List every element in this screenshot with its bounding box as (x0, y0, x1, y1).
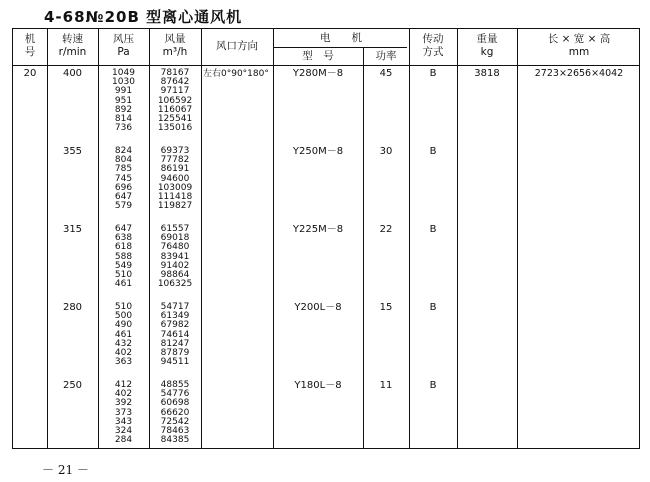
dimensions-cell: 2723×2656×4042 (534, 68, 624, 79)
pressure-value: 991 (114, 86, 133, 97)
pressure-value: 432 (114, 338, 133, 349)
pressure-list (98, 381, 149, 445)
flow-list (149, 225, 201, 289)
flow-value: 61557 (160, 224, 190, 234)
pressure-value: 412 (114, 380, 133, 390)
pressure-list (98, 225, 149, 289)
header-drive-type: 传动 方式 (422, 33, 444, 58)
pressure-value: 647 (114, 224, 133, 234)
header-flow: 风量 m³/h (162, 33, 188, 58)
flow-value: 111418 (157, 191, 193, 202)
flow-value: 76480 (160, 242, 190, 253)
machine-no-cell: 20 (23, 68, 37, 79)
header-divider (13, 65, 639, 66)
pressure-value: 588 (114, 251, 133, 262)
motor-power-cell: 11 (379, 380, 393, 391)
motor-model-cell: Y225M－8 (292, 224, 344, 235)
header-motor-model: 型 号 (302, 50, 334, 62)
pressure-list (98, 147, 149, 211)
motor-power-cell: 15 (379, 302, 393, 313)
flow-value: 135016 (157, 123, 193, 134)
motor-power-cell: 22 (379, 224, 393, 235)
speed-cell: 355 (62, 146, 83, 157)
pressure-value: 785 (114, 164, 133, 175)
pressure-value: 324 (114, 425, 133, 436)
flow-list (149, 381, 201, 445)
header-outlet-direction: 风口方向 (216, 40, 258, 52)
flow-value: 106325 (157, 279, 193, 290)
pressure-value: 510 (114, 269, 133, 280)
pressure-value: 510 (114, 302, 133, 312)
pressure-value: 490 (114, 320, 133, 331)
flow-value: 94600 (160, 173, 190, 184)
motor-model-cell: Y250M－8 (292, 146, 344, 157)
pressure-value: 284 (114, 435, 133, 446)
table-title: 4-68№20B 型离心通风机 (44, 8, 243, 26)
flow-value: 103009 (157, 182, 193, 193)
flow-value: 61349 (160, 311, 190, 322)
pressure-value: 814 (114, 113, 133, 124)
flow-value: 48855 (160, 380, 190, 390)
pressure-value: 461 (114, 329, 133, 340)
speed-cell: 250 (62, 380, 83, 391)
outlet-direction-cell: 左右0°90°180° (203, 69, 269, 79)
header-motor-power: 功率 (375, 50, 397, 62)
flow-value: 87642 (160, 77, 190, 88)
flow-value: 78463 (160, 425, 190, 436)
speed-cell: 280 (62, 302, 83, 313)
drive-type-cell: B (429, 146, 437, 157)
pressure-list (98, 303, 149, 367)
pressure-value: 402 (114, 347, 133, 358)
header-machine-no: 机 号 (24, 33, 36, 58)
drive-type-cell: B (429, 68, 437, 79)
pressure-value: 638 (114, 233, 133, 244)
header-motor: 电 机 (320, 32, 362, 44)
pressure-value: 500 (114, 311, 133, 322)
pressure-value: 618 (114, 242, 133, 253)
motor-model-cell: Y200L－8 (294, 302, 342, 313)
flow-value: 69373 (160, 146, 190, 156)
flow-value: 54776 (160, 389, 190, 400)
flow-list (149, 69, 201, 133)
pressure-value: 549 (114, 260, 133, 271)
flow-value: 119827 (157, 201, 193, 212)
flow-value: 84385 (160, 435, 190, 446)
flow-value: 60698 (160, 398, 190, 409)
flow-value: 69018 (160, 233, 190, 244)
pressure-value: 736 (114, 123, 133, 134)
pressure-value: 1049 (112, 68, 135, 78)
column-divider (517, 29, 518, 448)
pressure-value: 461 (114, 279, 133, 290)
flow-list (149, 147, 201, 211)
header-pressure: 风压 Pa (113, 33, 134, 58)
pressure-value: 343 (114, 416, 133, 427)
drive-type-cell: B (429, 380, 437, 391)
drive-type-cell: B (429, 224, 437, 235)
pressure-value: 951 (114, 95, 133, 106)
pressure-value: 824 (114, 146, 133, 156)
motor-subheader-divider (273, 47, 407, 48)
header-speed: 转速 r/min (58, 33, 87, 58)
pressure-value: 392 (114, 398, 133, 409)
flow-value: 54717 (160, 302, 190, 312)
pressure-value: 892 (114, 104, 133, 115)
pressure-value: 696 (114, 182, 133, 193)
page-number: － 21 － (42, 463, 89, 477)
flow-value: 78167 (160, 68, 190, 78)
weight-cell: 3818 (474, 68, 500, 79)
flow-value: 66620 (160, 407, 190, 418)
motor-model-cell: Y280M－8 (292, 68, 344, 79)
speed-cell: 400 (62, 68, 83, 79)
flow-value: 83941 (160, 251, 190, 262)
flow-value: 98864 (160, 269, 190, 280)
flow-value: 97117 (160, 86, 190, 97)
flow-value: 74614 (160, 329, 190, 340)
pressure-value: 745 (114, 173, 133, 184)
flow-value: 106592 (157, 95, 193, 106)
pressure-value: 373 (114, 407, 133, 418)
speed-cell: 315 (62, 224, 83, 235)
pressure-value: 579 (114, 201, 133, 212)
flow-value: 77782 (160, 155, 190, 166)
pressure-value: 402 (114, 389, 133, 400)
flow-value: 94511 (160, 357, 190, 368)
fan-spec-table (12, 28, 640, 449)
flow-value: 86191 (160, 164, 190, 175)
pressure-list (98, 69, 149, 133)
flow-list (149, 303, 201, 367)
flow-value: 81247 (160, 338, 190, 349)
flow-value: 67982 (160, 320, 190, 331)
motor-power-cell: 45 (379, 68, 393, 79)
flow-value: 91402 (160, 260, 190, 271)
drive-type-cell: B (429, 302, 437, 313)
flow-value: 116067 (157, 104, 193, 115)
motor-power-cell: 30 (379, 146, 393, 157)
pressure-value: 363 (114, 357, 133, 368)
motor-model-cell: Y180L－8 (294, 380, 342, 391)
header-dimensions: 长 × 宽 × 高 mm (547, 33, 611, 58)
pressure-value: 804 (114, 155, 133, 166)
column-divider (457, 29, 458, 448)
pressure-value: 647 (114, 191, 133, 202)
header-weight: 重量 kg (476, 33, 498, 58)
column-divider (201, 29, 202, 448)
flow-value: 125541 (157, 113, 193, 124)
flow-value: 72542 (160, 416, 190, 427)
flow-value: 87879 (160, 347, 190, 358)
pressure-value: 1030 (112, 77, 135, 88)
